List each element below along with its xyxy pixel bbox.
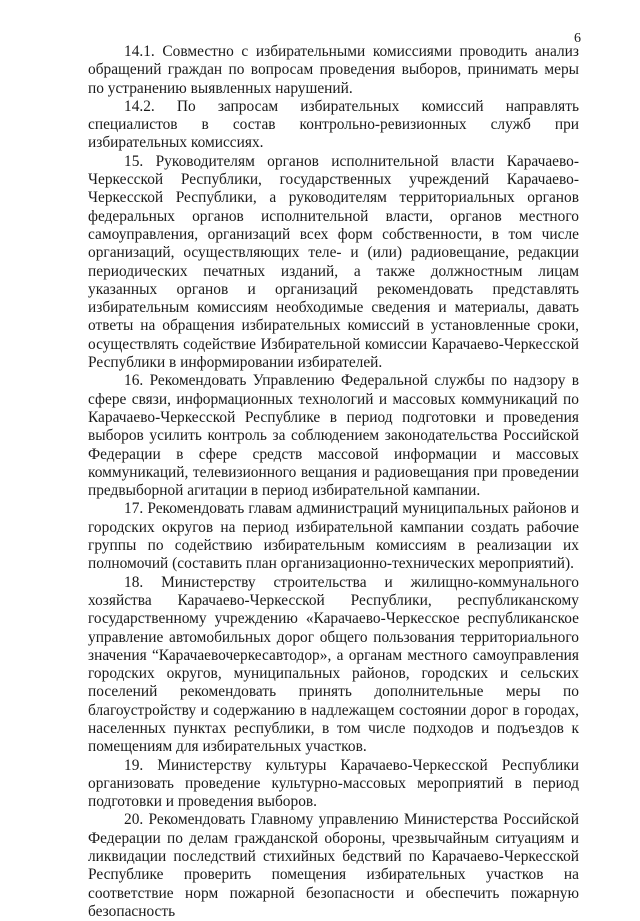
paragraph-15: 15. Руководителям органов исполнительной власти Карачаево-Черкесской Республики, государственных учреждений Карачаево-Черкесской Республики, а руководителям территориальных органов федеральных органов исполнительной власти, органов местного самоуправления, организаций всех форм собственности, в том числе организаций, осуществляющих теле- и (или) радиовещание, редакции периодических печатных изданий, а также должностным лицам указанных органов и организаций рекомендовать представлять избирательным комиссиям необходимые сведения и материалы, давать ответы на обращения избирательных комиссий в установленные сроки, осуществлять содействие Избирательной комиссии Карачаево-Черкесской Республики в информировании избирателей. bbox=[88, 152, 579, 372]
paragraph-18: 18. Министерству строительства и жилищно-коммунального хозяйства Карачаево-Черкесской Республики, республиканскому государственному учреждению «Карачаево-Черкесское республиканское управление автомобильных дорог общего пользования территориального значения “Карачаевочеркесавтодор», а органам местного самоуправления городских округов, муниципальных районов, городских и сельских поселений рекомендовать принять дополнительные меры по благоустройству и содержанию в надлежащем состоянии дорог в городах, населенных пунктах республики, в том числе подходов и подъездов к помещениям для избирательных участков. bbox=[88, 573, 579, 756]
paragraph-14-2: 14.2. По запросам избирательных комиссий направлять специалистов в состав контрольно-ревизионных служб при избирательных комиссиях. bbox=[88, 97, 579, 152]
paragraph-20: 20. Рекомендовать Главному управлению Министерства Российской Федерации по делам гражданской обороны, чрезвычайным ситуациям и ликвидации последствий стихийных бедствий по Карачаево-Черкесской Республике проверить помещения избирательных участков на соответствие норм пожарной безопасности и обеспечить пожарную безопасность bbox=[88, 811, 579, 920]
paragraph-14-1: 14.1. Совместно с избирательными комиссиями проводить анализ обращений граждан по вопросам проведения выборов, принимать меры по устранению выявленных нарушений. bbox=[88, 43, 579, 97]
document-body bbox=[88, 43, 579, 921]
paragraph-17: 17. Рекомендовать главам администраций муниципальных районов и городских округов на период избирательной кампании создать рабочие группы по содействию избирательным комиссиям в реализации их полномочий (составить план организационно-технических мероприятий). bbox=[88, 500, 579, 573]
page-number: 6 bbox=[574, 31, 581, 46]
paragraph-19: 19. Министерству культуры Карачаево-Черкесской Республики организовать проведение культурно-массовых мероприятий в период подготовки и проведения выборов. bbox=[88, 756, 579, 811]
paragraph-16: 16. Рекомендовать Управлению Федеральной службы по надзору в сфере связи, информационных технологий и массовых коммуникаций по Карачаево-Черкесской Республике в период подготовки и проведения выборов усилить контроль за соблюдением законодательства Российской Федерации в сфере средств массовой информации и массовых коммуникаций, телевизионного вещания и радиовещания при проведении предвыборной агитации в период избирательной кампании. bbox=[88, 372, 579, 500]
